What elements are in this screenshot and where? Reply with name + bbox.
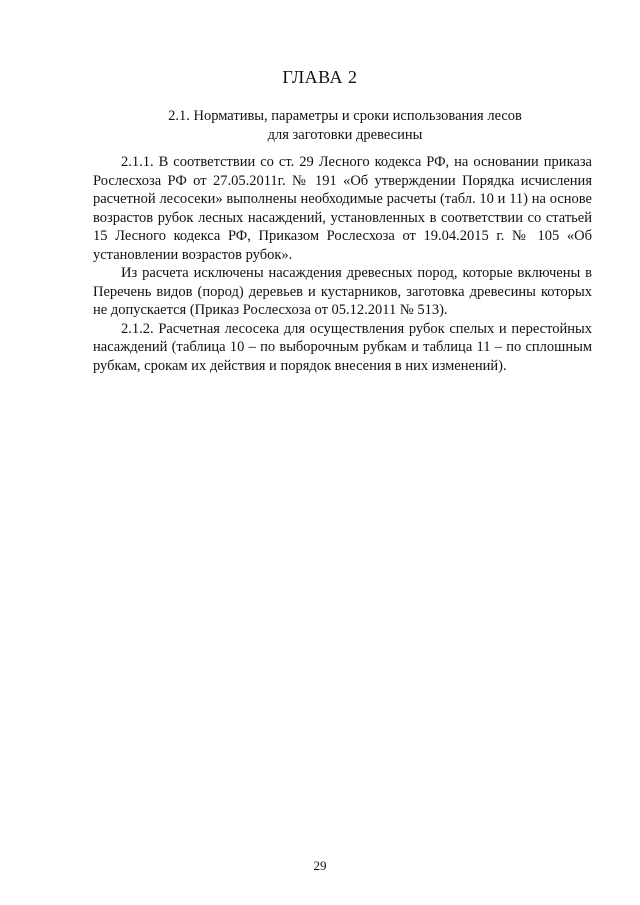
paragraph-2-1-2: 2.1.2. Расчетная лесосека для осуществления рубок спелых и перестойных насаждений (таблица 10 – по выборочным рубкам и таблица 11 – по сплошным рубкам, срокам их действия и порядок внесения в них изменений). (93, 320, 592, 374)
section-heading-line-1: 2.1. Нормативы, параметры и сроки использования лесов (168, 108, 522, 124)
paragraph-2-1-1: 2.1.1. В соответствии со ст. 29 Лесного кодекса РФ, на основании приказа Рослесхоза РФ от 27.05.2011г. № 191 «Об утверждении Порядка исчисления расчетной лесосеки» выполнены необходимые расчеты (табл. 10 и 11) на основе возрастов рубок лесных насаждений, установленных в соответствии со статьей 15 Лесного кодекса РФ, Приказом Рослесхоза от 19.04.2015 г. № 105 «Об установлении возрастов рубок». (93, 154, 592, 263)
paragraph-exclusion: Из расчета исключены насаждения древесных пород, которые включены в Перечень видов (пород) деревьев и кустарников, заготовка древесины которых не допускается (Приказ Рослесхоза от 05.12.2011 № 513). (93, 265, 592, 318)
section-heading (150, 107, 540, 145)
section-heading-line-2: для заготовки древесины (267, 127, 423, 143)
body-text (93, 153, 592, 375)
chapter-title: ГЛАВА 2 (282, 67, 358, 87)
page-number: 29 (313, 858, 327, 873)
